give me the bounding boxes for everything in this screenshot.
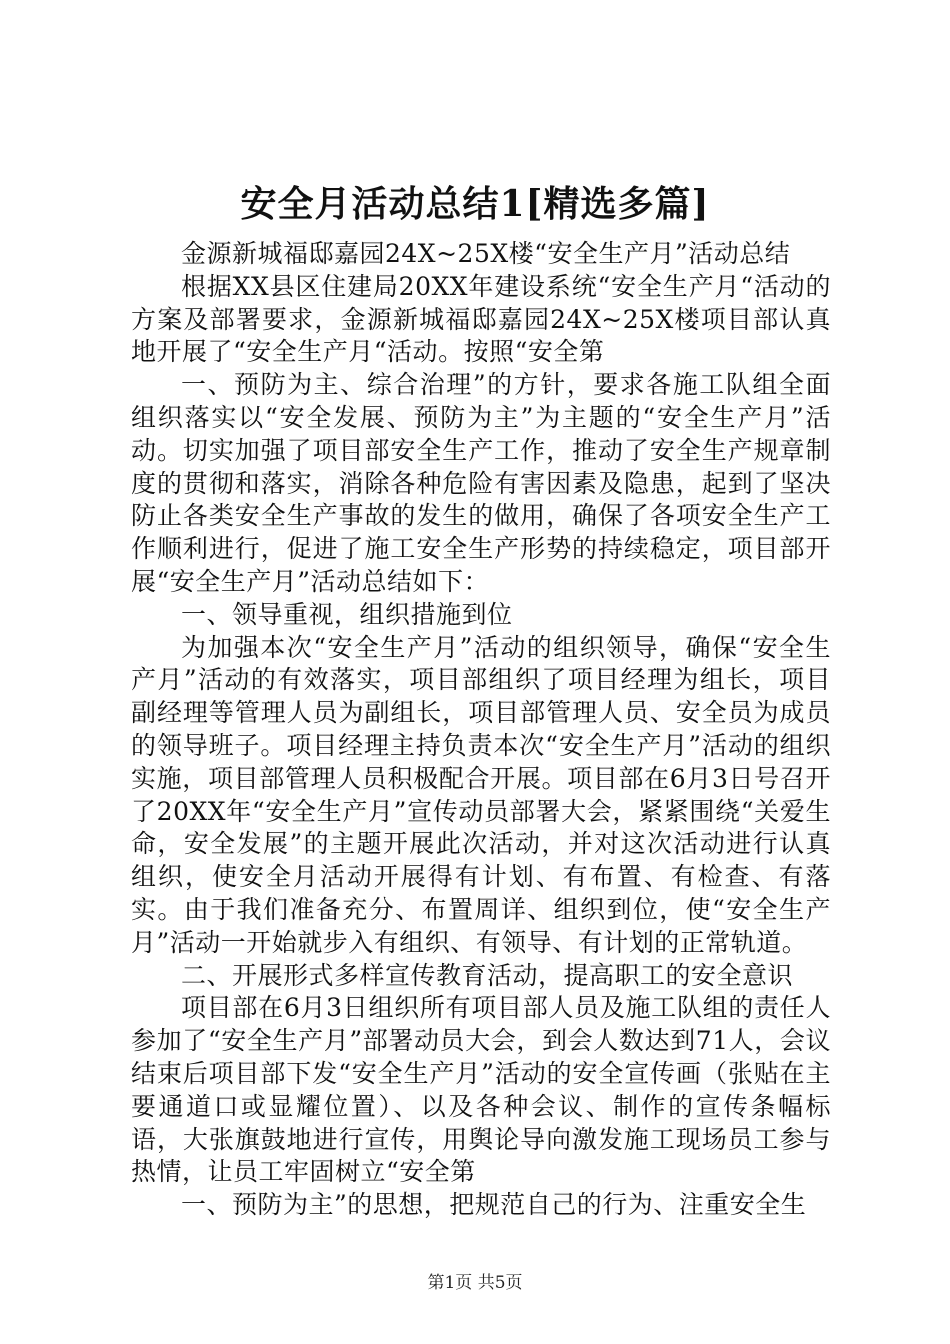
document-body: [131, 238, 831, 1222]
section-heading-2: 二、开展形式多样宣传教育活动，提高职工的安全意识: [181, 960, 794, 990]
paragraph-intro: 根据XX县区住建局20XX年建设系统“安全生产月“活动的方案及部署要求，金源新城福邸嘉园24X~25X楼项目部认真地开展了“安全生产月“活动。按照“安全第: [131, 271, 831, 367]
paragraph-leadership: 为加强本次“安全生产月”活动的组织领导，确保“安全生产月”活动的有效落实，项目部组织了项目经理为组长，项目副经理等管理人员为副组长，项目部管理人员、安全员为成员的领导班子。项目经理主持负责本次“安全生产月”活动的组织实施，项目部管理人员积极配合开展。项目部在6月3日号召开了20XX年“安全生产月”宣传动员部署大会，紧紧围绕“关爱生命，安全发展”的主题开展此次活动，并对这次活动进行认真组织，使安全月活动开展得有计划、有布置、有检查、有落实。由于我们准备充分、布置周详、组织到位，使“安全生产月”活动一开始就步入有组织、有领导、有计划的正常轨道。: [131, 632, 831, 957]
paragraph-subtitle: 金源新城福邸嘉园24X~25X楼“安全生产月”活动总结: [181, 239, 791, 268]
page-number-footer: 第1页 共5页: [427, 1273, 523, 1293]
document-title: 安全月活动总结1[精选多篇]: [240, 183, 710, 225]
section-heading-1: 一、领导重视，组织措施到位: [181, 599, 513, 629]
paragraph-publicity: 项目部在6月3日组织所有项目部人员及施工队组的责任人参加了“安全生产月”部署动员大会，到会人数达到71人，会议结束后项目部下发“安全生产月”活动的安全宣传画（张贴在主要通道口或显耀位置）、以及各种会议、制作的宣传条幅标语，大张旗鼓地进行宣传，用舆论导向激发施工现场员工参与热情，让员工牢固树立“安全第: [131, 993, 831, 1187]
paragraph-guideline: 一、预防为主、综合治理”的方针，要求各施工队组全面组织落实以“安全发展、预防为主”为主题的“安全生产月”活动。切实加强了项目部安全生产工作，推动了安全生产规章制度的贯彻和落实，消除各种危险有害因素及隐患，起到了坚决防止各类安全生产事故的发生的做用，确保了各项安全生产工作顺利进行，促进了施工安全生产形势的持续稳定，项目部开展“安全生产月”活动总结如下：: [131, 370, 831, 596]
paragraph-continued: 一、预防为主”的思想，把规范自己的行为、注重安全生: [181, 1190, 807, 1220]
